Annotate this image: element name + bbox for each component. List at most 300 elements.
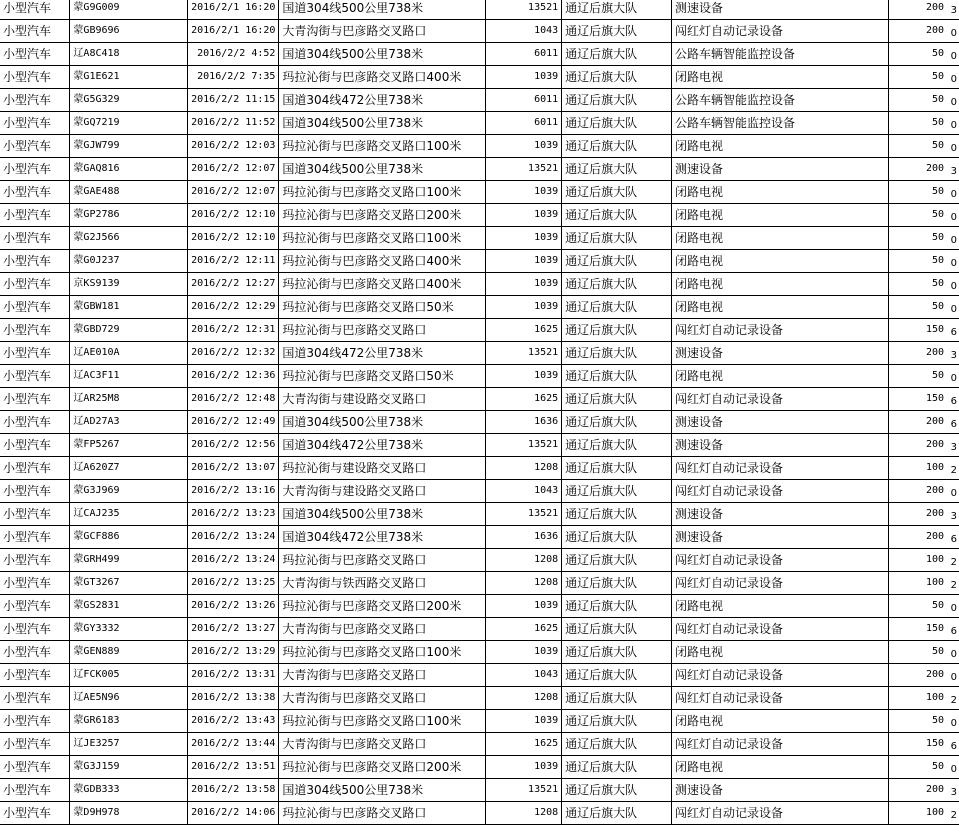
location-cell[interactable]: 玛拉沁街与巴彦路交叉路口50米 [279, 365, 486, 388]
violation-code-cell[interactable]: 1208 [486, 457, 562, 480]
location-cell[interactable]: 国道304线500公里738米 [279, 503, 486, 526]
violation-time-cell[interactable]: 2016/2/2 12:32 [188, 342, 279, 365]
plate-number-cell[interactable]: 辽JE3257 [70, 733, 188, 756]
location-cell[interactable]: 玛拉沁街与巴彦路交叉路口200米 [279, 756, 486, 779]
plate-number-cell[interactable]: 蒙G2J566 [70, 227, 188, 250]
vehicle-type-cell[interactable]: 小型汽车 [0, 250, 70, 273]
device-cell[interactable]: 闭路电视 [672, 250, 889, 273]
vehicle-type-cell[interactable]: 小型汽车 [0, 595, 70, 618]
collecting-unit-cell[interactable]: 通辽后旗大队 [562, 365, 672, 388]
violation-code-cell[interactable]: 1043 [486, 664, 562, 687]
collecting-unit-cell[interactable]: 通辽后旗大队 [562, 572, 672, 595]
violation-code-cell[interactable]: 6011 [486, 89, 562, 112]
violation-time-cell[interactable]: 2016/2/2 13:26 [188, 595, 279, 618]
penalty-points-value: 0 [950, 649, 957, 660]
collecting-unit-cell[interactable]: 通辽后旗大队 [562, 66, 672, 89]
vehicle-type-cell[interactable]: 小型汽车 [0, 641, 70, 664]
device-cell[interactable]: 测速设备 [672, 0, 889, 20]
violation-code-cell[interactable]: 1043 [486, 480, 562, 503]
location-cell[interactable]: 玛拉沁街与巴彦路交叉路口100米 [279, 227, 486, 250]
collecting-unit-cell[interactable]: 通辽后旗大队 [562, 503, 672, 526]
location-cell[interactable]: 玛拉沁街与巴彦路交叉路口100米 [279, 710, 486, 733]
vehicle-type-cell[interactable]: 小型汽车 [0, 664, 70, 687]
location-cell[interactable]: 玛拉沁街与巴彦路交叉路口400米 [279, 250, 486, 273]
plate-number-cell[interactable]: 辽AR25M8 [70, 388, 188, 411]
device-cell[interactable]: 闭路电视 [672, 595, 889, 618]
violation-time-cell[interactable]: 2016/2/2 12:31 [188, 319, 279, 342]
device-cell[interactable]: 闯红灯自动记录设备 [672, 802, 889, 825]
violation-code-cell[interactable]: 1039 [486, 296, 562, 319]
violation-code-cell[interactable]: 1636 [486, 411, 562, 434]
vehicle-type-cell[interactable]: 小型汽车 [0, 0, 70, 20]
violation-time-cell[interactable]: 2016/2/2 13:29 [188, 641, 279, 664]
plate-number-cell[interactable]: 辽AE010A [70, 342, 188, 365]
violation-time-cell[interactable]: 2016/2/2 13:31 [188, 664, 279, 687]
device-cell[interactable]: 闭路电视 [672, 641, 889, 664]
location-cell[interactable]: 玛拉沁街与巴彦路交叉路口100米 [279, 181, 486, 204]
violation-code-cell[interactable]: 1208 [486, 572, 562, 595]
violation-time-cell[interactable]: 2016/2/1 16:20 [188, 20, 279, 43]
vehicle-type-cell[interactable]: 小型汽车 [0, 181, 70, 204]
fine-amount-cell[interactable] [888, 618, 959, 641]
location-cell[interactable]: 大青沟街与建设路交叉路口 [279, 480, 486, 503]
collecting-unit-cell[interactable]: 通辽后旗大队 [562, 802, 672, 825]
violation-code-cell[interactable]: 1208 [486, 687, 562, 710]
plate-number-cell[interactable]: 蒙GS2831 [70, 595, 188, 618]
device-cell[interactable]: 闭路电视 [672, 273, 889, 296]
plate-number-cell[interactable]: 蒙GQ7219 [70, 112, 188, 135]
vehicle-type-cell[interactable]: 小型汽车 [0, 365, 70, 388]
fine-amount-value: 200 [925, 439, 944, 450]
fine-amount-cell[interactable] [888, 319, 959, 342]
fine-amount-cell[interactable] [888, 710, 959, 733]
collecting-unit-cell[interactable]: 通辽后旗大队 [562, 457, 672, 480]
violation-code-cell[interactable]: 1625 [486, 388, 562, 411]
location-cell[interactable]: 玛拉沁街与巴彦路交叉路口50米 [279, 296, 486, 319]
fine-amount-cell[interactable] [888, 135, 959, 158]
fine-amount-cell[interactable] [888, 388, 959, 411]
violation-code-cell[interactable]: 1039 [486, 204, 562, 227]
location-cell[interactable]: 玛拉沁街与巴彦路交叉路口200米 [279, 595, 486, 618]
device-cell[interactable]: 闯红灯自动记录设备 [672, 457, 889, 480]
fine-amount-cell[interactable] [888, 526, 959, 549]
violation-time-cell[interactable]: 2016/2/2 12:56 [188, 434, 279, 457]
violation-time-cell[interactable]: 2016/2/2 12:10 [188, 204, 279, 227]
fine-amount-cell[interactable] [888, 641, 959, 664]
violation-time-cell[interactable]: 2016/2/2 12:49 [188, 411, 279, 434]
table-row [0, 618, 959, 641]
collecting-unit-cell[interactable]: 通辽后旗大队 [562, 227, 672, 250]
location-cell[interactable]: 国道304线500公里738米 [279, 43, 486, 66]
plate-number-cell[interactable]: 辽A8C418 [70, 43, 188, 66]
vehicle-type-cell[interactable]: 小型汽车 [0, 43, 70, 66]
fine-amount-value: 50 [931, 646, 944, 657]
plate-number-cell[interactable]: 蒙GCF886 [70, 526, 188, 549]
location-cell[interactable]: 玛拉沁街与巴彦路交叉路口200米 [279, 204, 486, 227]
plate-number-cell[interactable]: 蒙GAE488 [70, 181, 188, 204]
device-cell[interactable]: 闯红灯自动记录设备 [672, 664, 889, 687]
device-cell[interactable]: 闭路电视 [672, 710, 889, 733]
violation-time-cell[interactable]: 2016/2/2 12:11 [188, 250, 279, 273]
device-cell[interactable]: 闭路电视 [672, 135, 889, 158]
vehicle-type-cell[interactable]: 小型汽车 [0, 411, 70, 434]
vehicle-type-cell[interactable]: 小型汽车 [0, 342, 70, 365]
collecting-unit-cell[interactable]: 通辽后旗大队 [562, 250, 672, 273]
location-cell[interactable]: 大青沟街与巴彦路交叉路口 [279, 618, 486, 641]
location-cell[interactable]: 大青沟街与巴彦路交叉路口 [279, 687, 486, 710]
collecting-unit-cell[interactable]: 通辽后旗大队 [562, 43, 672, 66]
collecting-unit-cell[interactable]: 通辽后旗大队 [562, 756, 672, 779]
device-cell[interactable]: 闭路电视 [672, 204, 889, 227]
violation-code-cell[interactable]: 1039 [486, 273, 562, 296]
vehicle-type-cell[interactable]: 小型汽车 [0, 457, 70, 480]
plate-number-cell[interactable]: 京KS9139 [70, 273, 188, 296]
violation-code-cell[interactable]: 13521 [486, 503, 562, 526]
violation-code-cell[interactable]: 13521 [486, 434, 562, 457]
vehicle-type-cell[interactable]: 小型汽车 [0, 296, 70, 319]
violation-time-cell[interactable]: 2016/2/2 13:24 [188, 549, 279, 572]
collecting-unit-cell[interactable]: 通辽后旗大队 [562, 20, 672, 43]
violation-code-cell[interactable]: 1039 [486, 641, 562, 664]
violation-time-cell[interactable]: 2016/2/2 13:16 [188, 480, 279, 503]
collecting-unit-cell[interactable]: 通辽后旗大队 [562, 296, 672, 319]
vehicle-type-cell[interactable]: 小型汽车 [0, 434, 70, 457]
fine-amount-cell[interactable] [888, 342, 959, 365]
fine-amount-cell[interactable] [888, 296, 959, 319]
table-row [0, 480, 959, 503]
location-cell[interactable]: 国道304线500公里738米 [279, 411, 486, 434]
violation-code-cell[interactable]: 1208 [486, 549, 562, 572]
collecting-unit-cell[interactable]: 通辽后旗大队 [562, 710, 672, 733]
location-cell[interactable]: 大青沟街与巴彦路交叉路口 [279, 733, 486, 756]
plate-number-cell[interactable]: 蒙GJW799 [70, 135, 188, 158]
violation-time-cell[interactable]: 2016/2/2 13:27 [188, 618, 279, 641]
device-cell[interactable]: 闭路电视 [672, 66, 889, 89]
collecting-unit-cell[interactable]: 通辽后旗大队 [562, 687, 672, 710]
device-cell[interactable]: 闯红灯自动记录设备 [672, 572, 889, 595]
fine-amount-cell[interactable] [888, 0, 959, 20]
vehicle-type-cell[interactable]: 小型汽车 [0, 480, 70, 503]
fine-amount-cell[interactable] [888, 204, 959, 227]
plate-number-cell[interactable]: 辽AC3F11 [70, 365, 188, 388]
plate-number-cell[interactable]: 辽AE5N96 [70, 687, 188, 710]
vehicle-type-cell[interactable]: 小型汽车 [0, 388, 70, 411]
plate-number-cell[interactable]: 辽AD27A3 [70, 411, 188, 434]
violation-time-cell[interactable]: 2016/2/2 13:07 [188, 457, 279, 480]
device-cell[interactable]: 闭路电视 [672, 181, 889, 204]
fine-amount-cell[interactable] [888, 20, 959, 43]
device-cell[interactable]: 闯红灯自动记录设备 [672, 388, 889, 411]
vehicle-type-cell[interactable]: 小型汽车 [0, 526, 70, 549]
plate-number-cell[interactable]: 蒙G9G009 [70, 0, 188, 20]
fine-amount-value: 50 [931, 209, 944, 220]
vehicle-type-cell[interactable]: 小型汽车 [0, 20, 70, 43]
collecting-unit-cell[interactable]: 通辽后旗大队 [562, 664, 672, 687]
device-cell[interactable]: 测速设备 [672, 411, 889, 434]
device-cell[interactable]: 闭路电视 [672, 756, 889, 779]
fine-amount-cell[interactable] [888, 687, 959, 710]
violation-time-cell[interactable]: 2016/2/2 13:44 [188, 733, 279, 756]
device-cell[interactable]: 闭路电视 [672, 365, 889, 388]
fine-amount-cell[interactable] [888, 43, 959, 66]
location-cell[interactable]: 玛拉沁街与巴彦路交叉路口 [279, 549, 486, 572]
device-cell[interactable]: 测速设备 [672, 503, 889, 526]
collecting-unit-cell[interactable]: 通辽后旗大队 [562, 273, 672, 296]
location-cell[interactable]: 大青沟街与铁西路交叉路口 [279, 572, 486, 595]
plate-number-cell[interactable]: 蒙G3J159 [70, 756, 188, 779]
location-cell[interactable]: 大青沟街与建设路交叉路口 [279, 388, 486, 411]
vehicle-type-cell[interactable]: 小型汽车 [0, 756, 70, 779]
fine-amount-cell[interactable] [888, 756, 959, 779]
vehicle-type-cell[interactable]: 小型汽车 [0, 273, 70, 296]
location-cell[interactable]: 大青沟街与巴彦路交叉路口 [279, 20, 486, 43]
fine-amount-value: 100 [925, 807, 944, 818]
plate-number-cell[interactable]: 蒙G0J237 [70, 250, 188, 273]
violation-code-cell[interactable]: 1039 [486, 756, 562, 779]
plate-number-cell[interactable]: 辽A620Z7 [70, 457, 188, 480]
device-cell[interactable]: 闯红灯自动记录设备 [672, 20, 889, 43]
violation-code-cell[interactable]: 13521 [486, 158, 562, 181]
vehicle-type-cell[interactable]: 小型汽车 [0, 802, 70, 825]
device-cell[interactable]: 闯红灯自动记录设备 [672, 319, 889, 342]
collecting-unit-cell[interactable]: 通辽后旗大队 [562, 526, 672, 549]
plate-number-cell[interactable]: 蒙GAQ816 [70, 158, 188, 181]
violation-time-cell[interactable]: 2016/2/2 13:38 [188, 687, 279, 710]
collecting-unit-cell[interactable]: 通辽后旗大队 [562, 549, 672, 572]
plate-number-cell[interactable]: 蒙G5G329 [70, 89, 188, 112]
device-cell[interactable]: 测速设备 [672, 434, 889, 457]
location-cell[interactable]: 玛拉沁街与巴彦路交叉路口400米 [279, 273, 486, 296]
device-cell[interactable]: 闭路电视 [672, 227, 889, 250]
plate-number-cell[interactable]: 辽FCK005 [70, 664, 188, 687]
plate-number-cell[interactable]: 蒙G3J969 [70, 480, 188, 503]
location-cell[interactable]: 国道304线472公里738米 [279, 434, 486, 457]
violation-code-cell[interactable]: 13521 [486, 342, 562, 365]
violation-code-cell[interactable]: 6011 [486, 112, 562, 135]
penalty-points-value: 0 [950, 74, 957, 85]
violation-time-cell[interactable]: 2016/2/2 7:35 [188, 66, 279, 89]
location-cell[interactable]: 玛拉沁街与巴彦路交叉路口400米 [279, 66, 486, 89]
violation-time-cell[interactable]: 2016/2/2 12:10 [188, 227, 279, 250]
violation-time-cell[interactable]: 2016/2/2 12:48 [188, 388, 279, 411]
violation-code-cell[interactable]: 1039 [486, 135, 562, 158]
fine-amount-cell[interactable] [888, 273, 959, 296]
fine-amount-value: 50 [931, 140, 944, 151]
violation-code-cell[interactable]: 1043 [486, 20, 562, 43]
fine-amount-cell[interactable] [888, 89, 959, 112]
device-cell[interactable]: 闯红灯自动记录设备 [672, 733, 889, 756]
device-cell[interactable]: 测速设备 [672, 779, 889, 802]
fine-amount-cell[interactable] [888, 779, 959, 802]
violation-time-cell[interactable]: 2016/2/2 12:27 [188, 273, 279, 296]
table-row [0, 158, 959, 181]
location-cell[interactable]: 国道304线500公里738米 [279, 112, 486, 135]
violation-code-cell[interactable]: 1625 [486, 618, 562, 641]
fine-amount-cell[interactable] [888, 664, 959, 687]
collecting-unit-cell[interactable]: 通辽后旗大队 [562, 411, 672, 434]
vehicle-type-cell[interactable]: 小型汽车 [0, 89, 70, 112]
violation-time-cell[interactable]: 2016/2/2 13:23 [188, 503, 279, 526]
fine-amount-cell[interactable] [888, 112, 959, 135]
violation-time-cell[interactable]: 2016/2/2 4:52 [188, 43, 279, 66]
collecting-unit-cell[interactable]: 通辽后旗大队 [562, 434, 672, 457]
violation-time-cell[interactable]: 2016/2/2 11:52 [188, 112, 279, 135]
location-cell[interactable]: 国道304线500公里738米 [279, 158, 486, 181]
collecting-unit-cell[interactable]: 通辽后旗大队 [562, 0, 672, 20]
vehicle-type-cell[interactable]: 小型汽车 [0, 135, 70, 158]
violation-code-cell[interactable]: 1039 [486, 250, 562, 273]
collecting-unit-cell[interactable]: 通辽后旗大队 [562, 89, 672, 112]
location-cell[interactable]: 国道304线472公里738米 [279, 342, 486, 365]
plate-number-cell[interactable]: 蒙GT3267 [70, 572, 188, 595]
device-cell[interactable]: 公路车辆智能监控设备 [672, 89, 889, 112]
device-cell[interactable]: 公路车辆智能监控设备 [672, 43, 889, 66]
vehicle-type-cell[interactable]: 小型汽车 [0, 503, 70, 526]
violation-time-cell[interactable]: 2016/2/2 13:51 [188, 756, 279, 779]
fine-amount-cell[interactable] [888, 411, 959, 434]
location-cell[interactable]: 国道304线500公里738米 [279, 779, 486, 802]
fine-amount-cell[interactable] [888, 595, 959, 618]
violation-code-cell[interactable]: 1625 [486, 319, 562, 342]
vehicle-type-cell[interactable]: 小型汽车 [0, 549, 70, 572]
vehicle-type-cell[interactable]: 小型汽车 [0, 204, 70, 227]
plate-number-cell[interactable]: 蒙GP2786 [70, 204, 188, 227]
fine-amount-cell[interactable] [888, 457, 959, 480]
location-cell[interactable]: 玛拉沁街与巴彦路交叉路口100米 [279, 135, 486, 158]
collecting-unit-cell[interactable]: 通辽后旗大队 [562, 480, 672, 503]
collecting-unit-cell[interactable]: 通辽后旗大队 [562, 388, 672, 411]
vehicle-type-cell[interactable]: 小型汽车 [0, 158, 70, 181]
fine-amount-cell[interactable] [888, 227, 959, 250]
fine-amount-value: 50 [931, 94, 944, 105]
collecting-unit-cell[interactable]: 通辽后旗大队 [562, 779, 672, 802]
device-cell[interactable]: 测速设备 [672, 342, 889, 365]
fine-amount-cell[interactable] [888, 365, 959, 388]
vehicle-type-cell[interactable]: 小型汽车 [0, 618, 70, 641]
violation-time-cell[interactable]: 2016/2/2 12:03 [188, 135, 279, 158]
location-cell[interactable]: 玛拉沁街与巴彦路交叉路口100米 [279, 641, 486, 664]
collecting-unit-cell[interactable]: 通辽后旗大队 [562, 319, 672, 342]
vehicle-type-cell[interactable]: 小型汽车 [0, 572, 70, 595]
plate-number-cell[interactable]: 蒙GY3332 [70, 618, 188, 641]
location-cell[interactable]: 国道304线472公里738米 [279, 526, 486, 549]
plate-number-cell[interactable]: 蒙GR6183 [70, 710, 188, 733]
violation-code-cell[interactable]: 13521 [486, 779, 562, 802]
violation-code-cell[interactable]: 1039 [486, 181, 562, 204]
vehicle-type-cell[interactable]: 小型汽车 [0, 733, 70, 756]
fine-amount-cell[interactable] [888, 181, 959, 204]
fine-amount-cell[interactable] [888, 572, 959, 595]
location-cell[interactable]: 大青沟街与巴彦路交叉路口 [279, 664, 486, 687]
vehicle-type-cell[interactable]: 小型汽车 [0, 710, 70, 733]
violation-time-cell[interactable]: 2016/2/2 12:29 [188, 296, 279, 319]
fine-amount-cell[interactable] [888, 733, 959, 756]
collecting-unit-cell[interactable]: 通辽后旗大队 [562, 342, 672, 365]
violation-code-cell[interactable]: 1208 [486, 802, 562, 825]
violation-code-cell[interactable]: 1625 [486, 733, 562, 756]
plate-number-cell[interactable]: 辽CAJ235 [70, 503, 188, 526]
vehicle-type-cell[interactable]: 小型汽车 [0, 227, 70, 250]
table-row [0, 710, 959, 733]
violation-code-cell[interactable]: 1039 [486, 66, 562, 89]
fine-amount-cell[interactable] [888, 503, 959, 526]
collecting-unit-cell[interactable]: 通辽后旗大队 [562, 733, 672, 756]
collecting-unit-cell[interactable]: 通辽后旗大队 [562, 181, 672, 204]
fine-amount-cell[interactable] [888, 802, 959, 825]
violation-code-cell[interactable]: 1039 [486, 365, 562, 388]
violation-time-cell[interactable]: 2016/2/1 16:20 [188, 0, 279, 20]
device-cell[interactable]: 闯红灯自动记录设备 [672, 480, 889, 503]
plate-number-cell[interactable]: 蒙GEN889 [70, 641, 188, 664]
device-cell[interactable]: 闯红灯自动记录设备 [672, 549, 889, 572]
violation-time-cell[interactable]: 2016/2/2 13:58 [188, 779, 279, 802]
violation-time-cell[interactable]: 2016/2/2 12:07 [188, 158, 279, 181]
fine-amount-cell[interactable] [888, 66, 959, 89]
collecting-unit-cell[interactable]: 通辽后旗大队 [562, 595, 672, 618]
device-cell[interactable]: 闭路电视 [672, 296, 889, 319]
collecting-unit-cell[interactable]: 通辽后旗大队 [562, 112, 672, 135]
violation-time-cell[interactable]: 2016/2/2 13:25 [188, 572, 279, 595]
plate-number-cell[interactable]: 蒙FP5267 [70, 434, 188, 457]
location-cell[interactable]: 玛拉沁街与巴彦路交叉路口 [279, 802, 486, 825]
plate-number-cell[interactable]: 蒙GRH499 [70, 549, 188, 572]
location-cell[interactable]: 国道304线472公里738米 [279, 89, 486, 112]
fine-amount-cell[interactable] [888, 549, 959, 572]
device-cell[interactable]: 测速设备 [672, 526, 889, 549]
plate-number-cell[interactable]: 蒙GBD729 [70, 319, 188, 342]
violation-time-cell[interactable]: 2016/2/2 14:06 [188, 802, 279, 825]
plate-number-cell[interactable]: 蒙GBW181 [70, 296, 188, 319]
plate-number-cell[interactable]: 蒙GDB333 [70, 779, 188, 802]
collecting-unit-cell[interactable]: 通辽后旗大队 [562, 204, 672, 227]
violation-code-cell[interactable]: 13521 [486, 0, 562, 20]
fine-amount-cell[interactable] [888, 250, 959, 273]
device-cell[interactable]: 公路车辆智能监控设备 [672, 112, 889, 135]
fine-amount-cell[interactable] [888, 480, 959, 503]
device-cell[interactable]: 闯红灯自动记录设备 [672, 618, 889, 641]
fine-amount-cell[interactable] [888, 434, 959, 457]
plate-number-cell[interactable]: 蒙D9H978 [70, 802, 188, 825]
plate-number-cell[interactable]: 蒙G1E621 [70, 66, 188, 89]
violation-time-cell[interactable]: 2016/2/2 13:24 [188, 526, 279, 549]
violation-time-cell[interactable]: 2016/2/2 11:15 [188, 89, 279, 112]
violation-time-cell[interactable]: 2016/2/2 13:43 [188, 710, 279, 733]
violation-time-cell[interactable]: 2016/2/2 12:36 [188, 365, 279, 388]
violation-code-cell[interactable]: 1039 [486, 710, 562, 733]
location-cell[interactable]: 玛拉沁街与建设路交叉路口 [279, 457, 486, 480]
violation-time-cell[interactable]: 2016/2/2 12:07 [188, 181, 279, 204]
violation-code-cell[interactable]: 1039 [486, 227, 562, 250]
violation-code-cell[interactable]: 6011 [486, 43, 562, 66]
location-cell[interactable]: 玛拉沁街与巴彦路交叉路口 [279, 319, 486, 342]
violation-code-cell[interactable]: 1636 [486, 526, 562, 549]
device-cell[interactable]: 测速设备 [672, 158, 889, 181]
device-cell[interactable]: 闯红灯自动记录设备 [672, 687, 889, 710]
vehicle-type-cell[interactable]: 小型汽车 [0, 779, 70, 802]
vehicle-type-cell[interactable]: 小型汽车 [0, 112, 70, 135]
plate-number-cell[interactable]: 蒙GB9696 [70, 20, 188, 43]
vehicle-type-cell[interactable]: 小型汽车 [0, 319, 70, 342]
location-cell[interactable]: 国道304线500公里738米 [279, 0, 486, 20]
fine-amount-cell[interactable] [888, 158, 959, 181]
vehicle-type-cell[interactable]: 小型汽车 [0, 66, 70, 89]
vehicle-type-cell[interactable]: 小型汽车 [0, 687, 70, 710]
collecting-unit-cell[interactable]: 通辽后旗大队 [562, 618, 672, 641]
collecting-unit-cell[interactable]: 通辽后旗大队 [562, 135, 672, 158]
violation-code-cell[interactable]: 1039 [486, 595, 562, 618]
collecting-unit-cell[interactable]: 通辽后旗大队 [562, 158, 672, 181]
collecting-unit-cell[interactable]: 通辽后旗大队 [562, 641, 672, 664]
